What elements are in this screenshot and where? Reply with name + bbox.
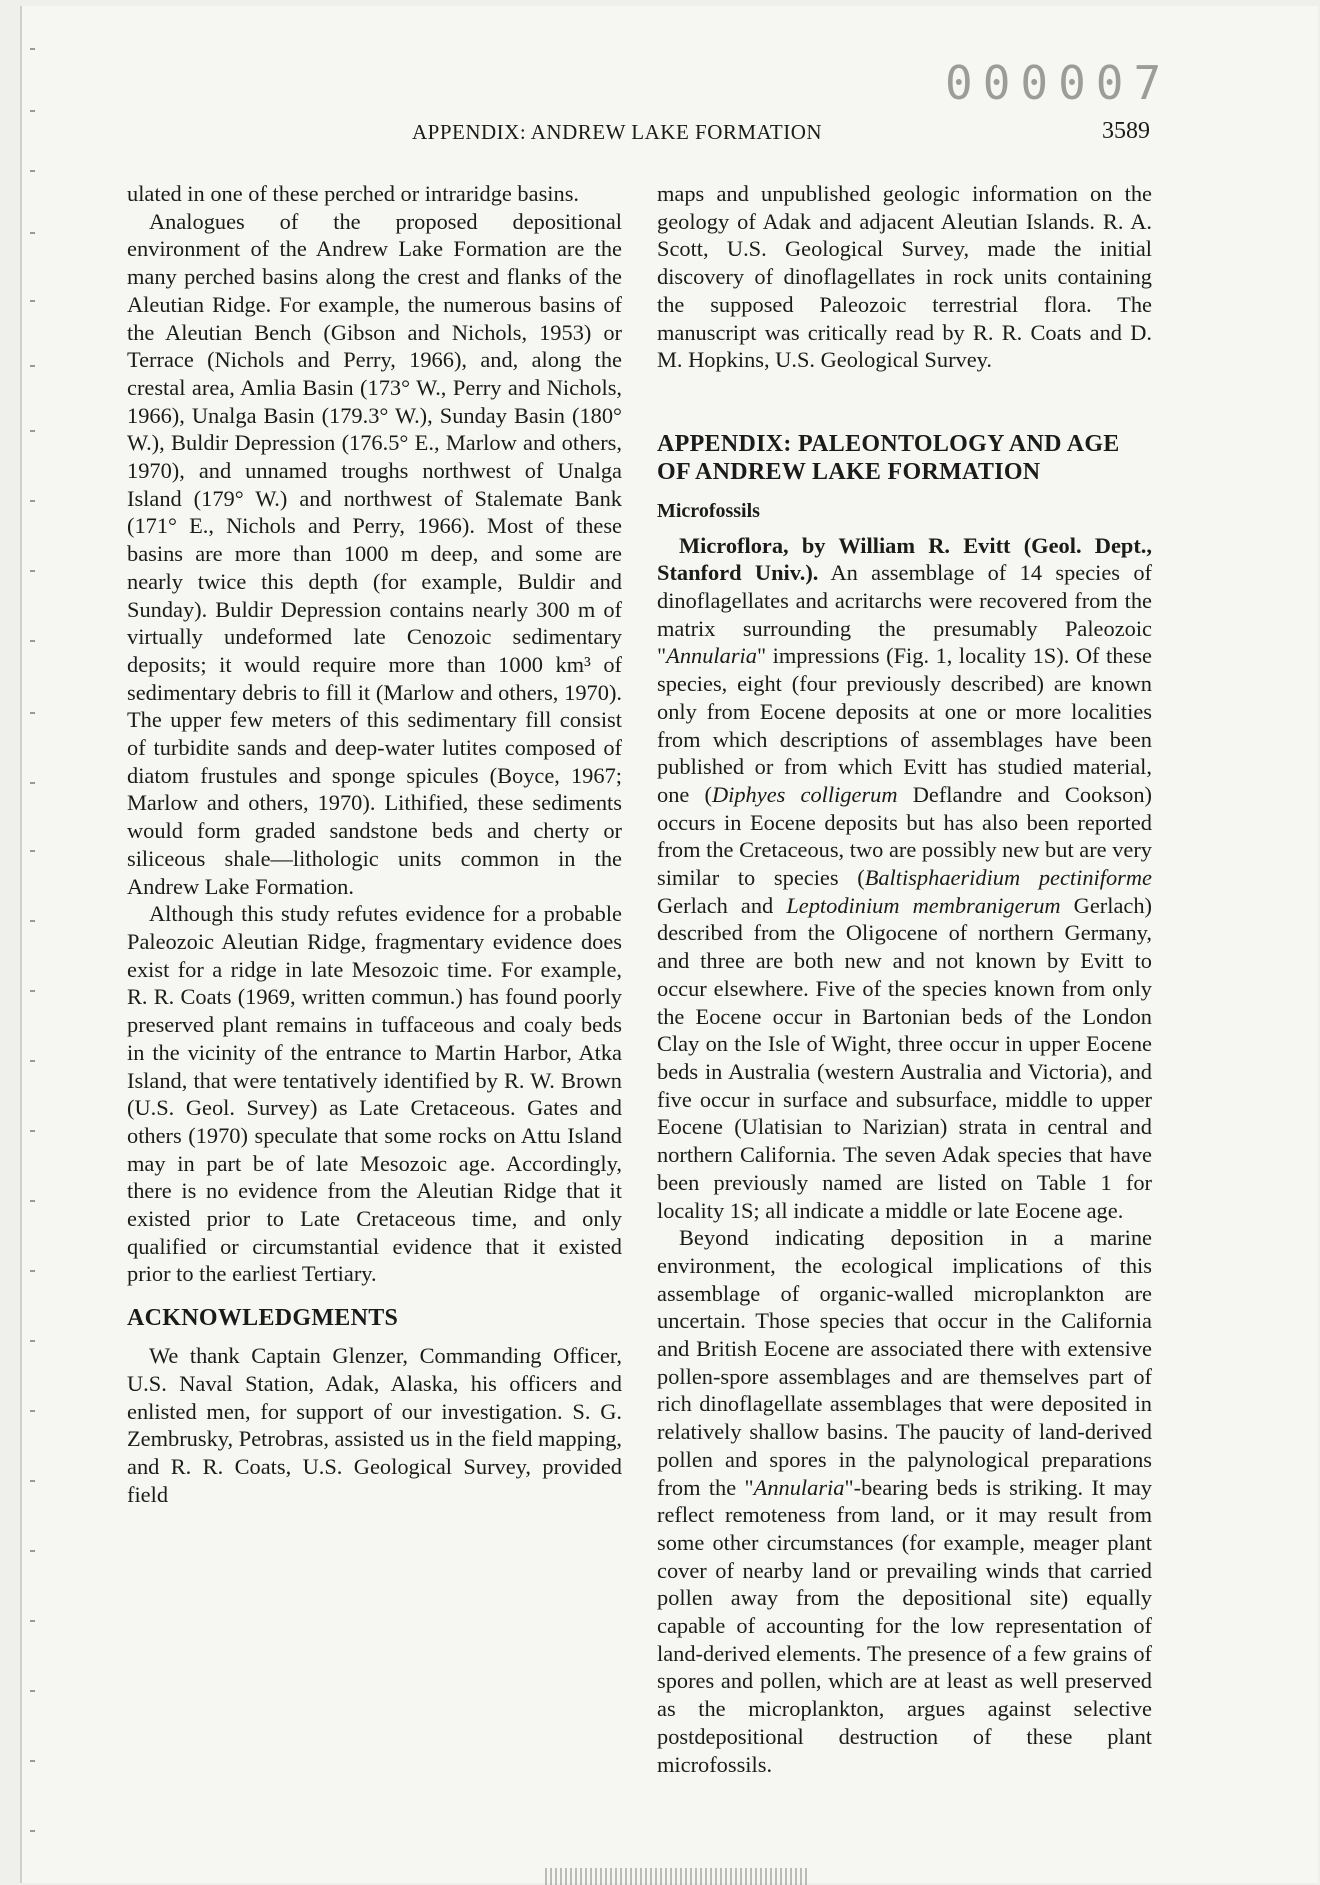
text-run: An assemblage of 14 species of dinoflagellates and acritarchs were recovered from the matrix surrounding the presumably Paleozoic " — [657, 560, 1152, 669]
right-column — [657, 180, 1152, 1778]
text-run: "-bearing beds is striking. It may reflect remoteness from land, or it may result from some other circumstances (for example, meager plant cover of nearby land or prevailing winds that carried pollen away from the depositional site) equally capable of accounting for the low representation of land-derived elements. The presence of a few grains of spores and pollen, which are at least as well preserved as the microplankton, argues against selective postdepositional destruction of these plant microfossils. — [657, 1474, 1152, 1777]
paragraph — [657, 532, 1152, 1225]
text-run: Gerlach and — [657, 892, 787, 918]
taxon-name: Diphyes colligerum — [711, 781, 898, 807]
text-run: Deflandre and Cookson) occurs in Eocene deposits but has also been reported from the Cretaceous, two are possibly new but are very similar to species ( — [657, 781, 1152, 891]
microflora-lead: Microflora, by William R. Evitt (Geol. Dept., Stanford Univ.). — [657, 532, 1152, 586]
taxon-name: Leptodinium membranigerum — [786, 892, 1061, 918]
appendix-heading: APPENDIX: PALEONTOLOGY AND AGE OF ANDREW LAKE FORMATION — [657, 430, 1120, 485]
paragraph — [657, 1224, 1152, 1778]
text-run: Beyond indicating deposition in a marine environment, the ecological implications of this assemblage of organic-walled microplankton are uncertain. Those species that occur in the California and British Eocene are associated there with extensive pollen-spore assemblages and are themselves part of rich dinoflagellate assemblages that were deposited in relatively shallow basins. The paucity of land-derived pollen and spores in the palynological preparations from the " — [657, 1225, 1152, 1500]
document-stamp-number: 000007 — [945, 56, 1172, 110]
left-column — [127, 180, 622, 1508]
taxon-name: Annularia — [753, 1474, 845, 1500]
paragraph: maps and unpublished geologic information on the geology of Adak and adjacent Aleutian Islands. R. A. Scott, U.S. Geological Survey, made the initial discovery of dinoflagellates in rock units containing the supposed Paleozoic terrestrial flora. The manuscript was critically read by R. R. Coats and D. M. Hopkins, U.S. Geological Survey. — [657, 181, 1152, 373]
microfossils-heading: Microfossils — [657, 499, 760, 522]
paragraph: We thank Captain Glenzer, Commanding Officer, U.S. Naval Station, Adak, Alaska, his officers and enlisted men, for support of our investigation. S. G. Zembrusky, Petrobras, assisted us in the field mapping, and R. R. Coats, U.S. Geological Survey, provided field — [127, 1343, 622, 1507]
margin-ticks — [30, 0, 38, 1885]
text-run: " impressions (Fig. 1, locality 1S). Of these species, eight (four previously described) are known only from Eocene deposits at one or more localities from which descriptions of assemblages have been published or from which Evitt has studied material, one ( — [657, 643, 1152, 807]
scan-edge-marks — [545, 1868, 810, 1885]
paragraph: Analogues of the proposed depositional environment of the Andrew Lake Formation are the many perched basins along the crest and flanks of the Aleutian Ridge. For example, the numerous basins of the Aleutian Bench (Gibson and Nichols, 1953) or Terrace (Nichols and Perry, 1966), and, along the crestal area, Amlia Basin (173° W., Perry and Nichols, 1966), Unalga Basin (179.3° W.), Sunday Basin (180° W.), Buldir Depression (176.5° E., Marlow and others, 1970), and unnamed troughs northwest of Unalga Island (179° W.) and northwest of Stalemate Bank (171° E., Nichols and Perry, 1966). Most of these basins are more than 1000 m deep, and some are nearly twice this depth (for example, Buldir and Sunday). Buldir Depression contains nearly 300 m of virtually undeformed late Cenozoic sedimentary deposits; it would require more than 1000 km³ of sedimentary debris to fill it (Marlow and others, 1970). The upper few meters of this sedimentary fill consist of turbidite sands and deep-water lutites composed of diatom frustules and sponge spicules (Boyce, 1967; Marlow and others, 1970). Lithified, these sediments would form graded sandstone beds and cherty or siliceous shale—lithologic units common in the Andrew Lake Formation. — [127, 208, 622, 899]
acknowledgments-heading: ACKNOWLEDGMENTS — [127, 1305, 399, 1332]
spacer — [657, 374, 1152, 412]
paragraph: Although this study refutes evidence for a probable Paleozoic Aleutian Ridge, fragmentary evidence does exist for a ridge in late Mesozoic time. For example, R. R. Coats (1969, written commun.) has found poorly preserved plant remains in tuffaceous and coaly beds in the vicinity of the entrance to Martin Harbor, Atka Island, that were tentatively identified by R. W. Brown (U.S. Geol. Survey) as Late Cretaceous. Gates and others (1970) speculate that some rocks on Attu Island may in part be of late Mesozoic age. Accordingly, there is no evidence from the Aleutian Ridge that it existed prior to Late Cretaceous time, and only qualified or circumstantial evidence that it existed prior to the earliest Tertiary. — [127, 901, 622, 1287]
taxon-name: Baltisphaeridium pectiniforme — [864, 865, 1152, 891]
page-number: 3589 — [1102, 118, 1150, 144]
paragraph: ulated in one of these perched or intraridge basins. — [127, 181, 580, 206]
text-run: Gerlach) described from the Oligocene of northern Germany, and three are both new and not known by Evitt to occur elsewhere. Five of the species known from only the Eocene occur in Bartonian beds of the London Clay on the Isle of Wight, three occur in upper Eocene beds in Australia (western Australia and Victoria), and five occur in surface and subsurface, middle to upper Eocene (Ulatisian to Narizian) strata in central and northern California. The seven Adak species that have been previously named are listed on Table 1 for locality 1S; all indicate a middle or late Eocene age. — [657, 892, 1152, 1223]
taxon-name: Annularia — [666, 643, 757, 669]
running-head: APPENDIX: ANDREW LAKE FORMATION — [412, 120, 823, 144]
